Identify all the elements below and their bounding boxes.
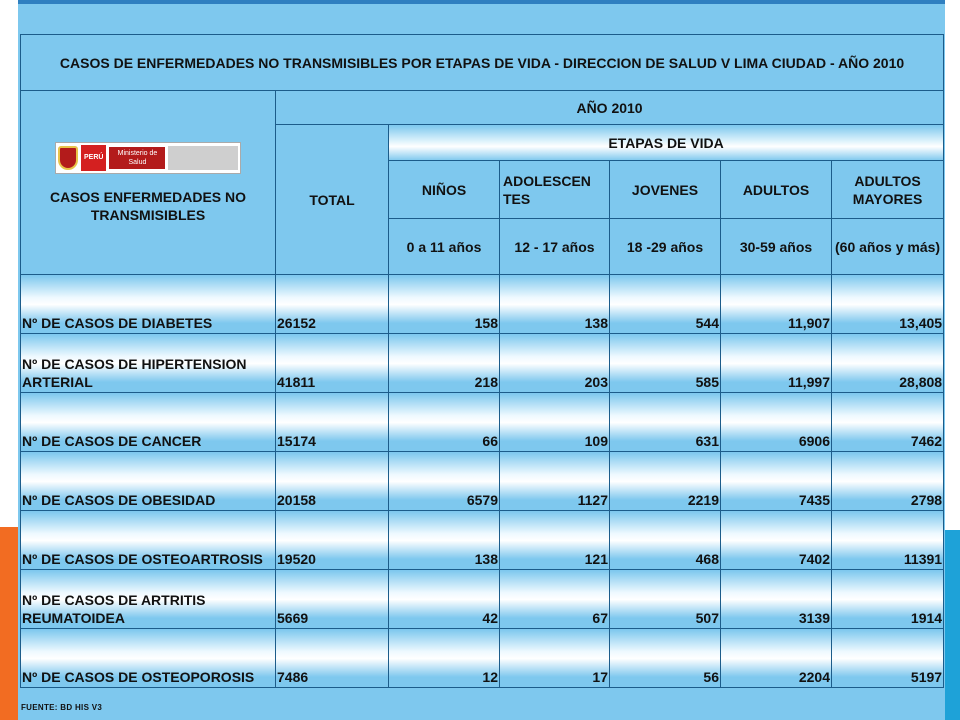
row-total: 5669: [276, 570, 389, 629]
table-row: [21, 452, 944, 511]
logo-country: PERÚ: [81, 145, 106, 171]
range-header-adolescentes: 12 - 17 años: [500, 219, 610, 275]
cell-value: 1127: [500, 452, 610, 511]
ministry-logo: [24, 142, 272, 174]
group-header-jovenes: JOVENES: [610, 161, 721, 219]
table-row: [21, 334, 944, 393]
cell-value: 2219: [610, 452, 721, 511]
table-row: [21, 275, 944, 334]
cell-value: 66: [389, 393, 500, 452]
row-label-text: CASOS ENFERMEDADES NO TRANSMISIBLES: [49, 188, 247, 223]
range-header-adultos-mayores: (60 años y más): [832, 219, 944, 275]
group-header-adultos-mayores: ADULTOS MAYORES: [832, 161, 944, 219]
cell-value: 158: [389, 275, 500, 334]
logo-ministry: Ministerio de Salud: [109, 147, 165, 169]
cell-value: 7435: [721, 452, 832, 511]
table-panel: [18, 0, 945, 720]
row-total: 7486: [276, 629, 389, 688]
row-total: 26152: [276, 275, 389, 334]
cell-value: 585: [610, 334, 721, 393]
cell-value: 2798: [832, 452, 944, 511]
cell-value: 203: [500, 334, 610, 393]
year-header: AÑO 2010: [276, 91, 944, 125]
table-row: [21, 629, 944, 688]
row-label-header: [21, 91, 276, 275]
cell-value: 67: [500, 570, 610, 629]
range-header-jovenes: 18 -29 años: [610, 219, 721, 275]
cell-value: 1914: [832, 570, 944, 629]
table-row: [21, 570, 944, 629]
cell-value: 56: [610, 629, 721, 688]
cell-value: 631: [610, 393, 721, 452]
cell-value: 7462: [832, 393, 944, 452]
disease-table: [20, 34, 944, 688]
cell-value: 7402: [721, 511, 832, 570]
cell-value: 12: [389, 629, 500, 688]
cell-value: 11,997: [721, 334, 832, 393]
range-header-ninos: 0 a 11 años: [389, 219, 500, 275]
cell-value: 6579: [389, 452, 500, 511]
logo-subtitle-block: [168, 146, 238, 170]
cell-value: 5197: [832, 629, 944, 688]
row-label: Nº DE CASOS DE OBESIDAD: [21, 452, 276, 511]
source-note: FUENTE: BD HIS V3: [21, 703, 103, 712]
cell-value: 3139: [721, 570, 832, 629]
row-total: 15174: [276, 393, 389, 452]
row-total: 20158: [276, 452, 389, 511]
cell-value: 17: [500, 629, 610, 688]
cell-value: 28,808: [832, 334, 944, 393]
cell-value: 544: [610, 275, 721, 334]
cell-value: 13,405: [832, 275, 944, 334]
cell-value: 468: [610, 511, 721, 570]
cell-value: 2204: [721, 629, 832, 688]
cell-value: 121: [500, 511, 610, 570]
slide-orange-accent: [0, 527, 18, 720]
row-total: 19520: [276, 511, 389, 570]
peru-shield-icon: [58, 146, 78, 170]
row-label: Nº DE CASOS DE DIABETES: [21, 275, 276, 334]
group-header-adultos: ADULTOS: [721, 161, 832, 219]
row-label: Nº DE CASOS DE HIPERTENSION ARTERIAL: [21, 334, 276, 393]
slide-blue-accent: [944, 530, 960, 720]
row-total: 41811: [276, 334, 389, 393]
row-label: Nº DE CASOS DE OSTEOARTROSIS: [21, 511, 276, 570]
panel-top-border: [18, 0, 945, 4]
cell-value: 138: [500, 275, 610, 334]
row-label: Nº DE CASOS DE ARTRITIS REUMATOIDEA: [21, 570, 276, 629]
cell-value: 138: [389, 511, 500, 570]
row-label: Nº DE CASOS DE OSTEOPOROSIS: [21, 629, 276, 688]
cell-value: 218: [389, 334, 500, 393]
cell-value: 6906: [721, 393, 832, 452]
cell-value: 42: [389, 570, 500, 629]
group-header-adolescentes: ADOLESCEN TES: [500, 161, 610, 219]
total-header: TOTAL: [276, 125, 389, 275]
row-label: Nº DE CASOS DE CANCER: [21, 393, 276, 452]
group-header-ninos: NIÑOS: [389, 161, 500, 219]
cell-value: 507: [610, 570, 721, 629]
cell-value: 11391: [832, 511, 944, 570]
etapas-header: ETAPAS DE VIDA: [389, 125, 944, 161]
table-row: [21, 393, 944, 452]
cell-value: 109: [500, 393, 610, 452]
table-row: [21, 511, 944, 570]
cell-value: 11,907: [721, 275, 832, 334]
range-header-adultos: 30-59 años: [721, 219, 832, 275]
table-title: CASOS DE ENFERMEDADES NO TRANSMISIBLES POR ETAPAS DE VIDA - DIRECCION DE SALUD V LIMA CIUDAD - AÑO 2010: [21, 35, 944, 91]
